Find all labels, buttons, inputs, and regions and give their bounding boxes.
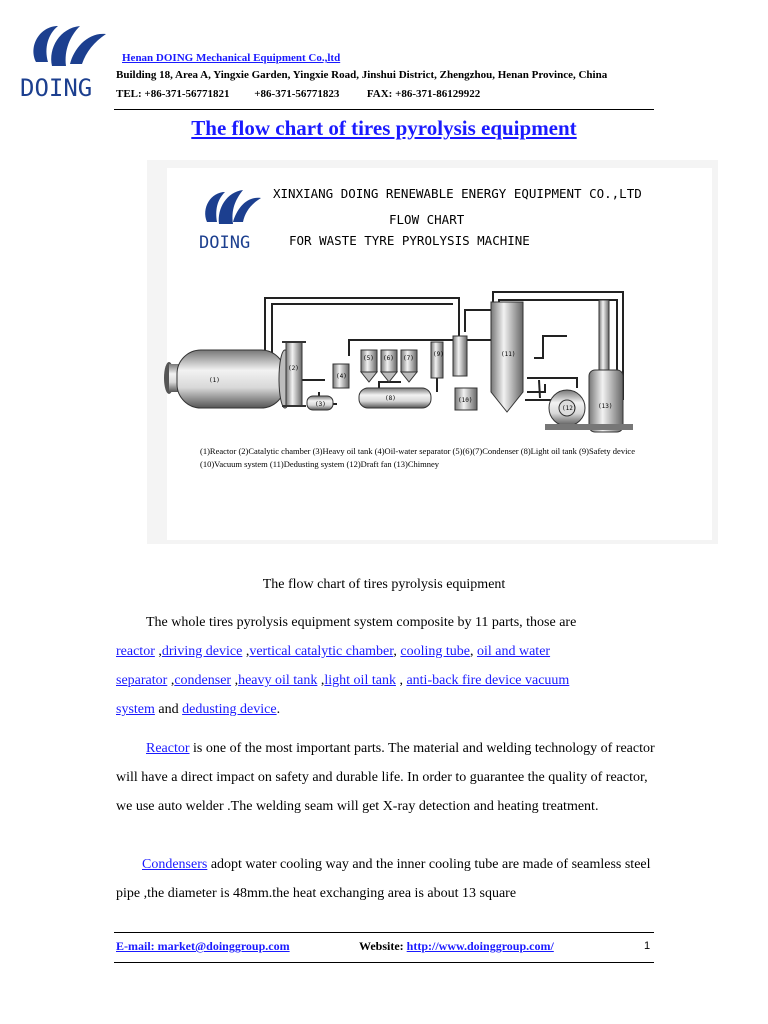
legend-line-1: (1)Reactor (2)Catalytic chamber (3)Heavy oil tank (4)Oil-water separator (5)(6)(7)Condenser (8)Light oil tank (9)Safety device xyxy=(200,446,635,456)
link-heavy-oil-tank[interactable]: heavy oil tank xyxy=(238,673,318,688)
company-address: Building 18, Area A, Yingxie Garden, Yingxie Road, Jinshui District, Zhengzhou, Henan Province, China xyxy=(116,69,608,81)
oil-water-separator xyxy=(333,364,349,388)
footer-email[interactable]: E-mail: market@doinggroup.com xyxy=(116,939,290,953)
footer-divider-bottom xyxy=(114,962,654,963)
label-12: (12) xyxy=(562,405,577,412)
label-9: (9) xyxy=(433,351,444,358)
link-dedusting-device[interactable]: dedusting device xyxy=(182,702,277,717)
link-reactor[interactable]: reactor xyxy=(116,644,155,659)
paragraph-parts: The whole tires pyrolysis equipment system composite by 11 parts, those are reactor ,driving device ,vertical catalytic chamber, cooling tube, oil and water separator ,condenser ,heavy oil tank ,light oil tank , anti-back fire device vacuum system and dedusting device. xyxy=(116,615,577,717)
tel-1: TEL: +86-371-56771821 xyxy=(116,88,230,100)
website-label: Website: xyxy=(359,939,407,953)
flow-chart-figure xyxy=(147,160,718,544)
vacuum-system xyxy=(455,388,477,410)
paragraph-reactor xyxy=(116,734,656,821)
link-oil-water-separator-b[interactable]: separator xyxy=(116,673,168,688)
reactor xyxy=(164,350,291,408)
label-1: (1) xyxy=(209,377,220,384)
label-11: (11) xyxy=(501,351,516,358)
link-condenser[interactable]: condenser xyxy=(174,673,232,688)
link-light-oil-tank[interactable]: light oil tank xyxy=(324,673,396,688)
figure-heading-2: FLOW CHART xyxy=(389,212,465,227)
footer-website xyxy=(359,939,554,954)
link-anti-back-fire-b[interactable]: system xyxy=(116,702,155,717)
link-driving-device[interactable]: driving device xyxy=(161,644,243,659)
header-divider xyxy=(114,109,654,110)
link-reactor-paragraph[interactable]: Reactor xyxy=(146,741,190,756)
link-condensers-paragraph[interactable]: Condensers xyxy=(142,857,208,872)
company-contacts xyxy=(116,88,480,100)
draft-fan xyxy=(549,390,585,426)
paragraph-condensers xyxy=(116,850,656,908)
light-oil-tank xyxy=(359,388,431,408)
label-10: (10) xyxy=(458,397,473,404)
parts-intro: The whole tires pyrolysis equipment system composite by 11 parts, those are xyxy=(146,615,577,630)
condensers xyxy=(361,350,417,382)
label-8: (8) xyxy=(385,395,396,402)
link-cooling-tube[interactable]: cooling tube xyxy=(400,644,470,659)
reactor-text: is one of the most important parts. The material and welding technology of reactor will have a direct impact on safety and durable life. In order to guarantee the quality of reactor, we use auto welder .The welding seam will get X-ray detection and heating treatment. xyxy=(116,741,655,814)
fax: FAX: +86-371-86129922 xyxy=(366,88,481,100)
label-5: (5) xyxy=(363,355,374,362)
label-7: (7) xyxy=(403,355,414,362)
label-3: (3) xyxy=(315,401,326,408)
ground-base xyxy=(545,424,633,430)
footer-divider xyxy=(114,932,654,933)
catalytic-chamber xyxy=(282,342,306,406)
heavy-oil-tank xyxy=(307,396,333,410)
label-13: (13) xyxy=(598,403,613,410)
label-2: (2) xyxy=(288,365,299,372)
figure-logo-text: DOING xyxy=(199,233,251,253)
dedusting-system xyxy=(491,302,523,412)
page-number: 1 xyxy=(644,940,651,952)
label-4: (4) xyxy=(336,373,347,380)
company-logo xyxy=(18,18,114,100)
figure-caption: The flow chart of tires pyrolysis equipment xyxy=(262,577,506,592)
page-title[interactable]: The flow chart of tires pyrolysis equipment xyxy=(191,116,577,140)
label-6: (6) xyxy=(383,355,394,362)
company-name[interactable]: Henan DOING Mechanical Equipment Co.,ltd xyxy=(122,52,341,64)
link-anti-back-fire-a[interactable]: anti-back fire device vacuum xyxy=(406,673,570,688)
link-catalytic-chamber[interactable]: vertical catalytic chamber xyxy=(249,644,394,659)
logo-text: DOING xyxy=(20,74,93,100)
link-oil-water-separator-a[interactable]: oil and water xyxy=(476,644,551,659)
figure-heading-1: XINXIANG DOING RENEWABLE ENERGY EQUIPMENT CO.,LTD xyxy=(273,186,642,201)
condensers-text: adopt water cooling way and the inner cooling tube are made of seamless steel pipe ,the diameter is 48mm.the heat exchanging area is about 13 square xyxy=(116,857,651,901)
tel-2: +86-371-56771823 xyxy=(254,88,340,100)
legend-line-2: (10)Vacuum system (11)Dedusting system (12)Draft fan (13)Chimney xyxy=(200,459,440,469)
website-link[interactable]: http://www.doinggroup.com/ xyxy=(406,939,554,953)
figure-heading-3: FOR WASTE TYRE PYROLYSIS MACHINE xyxy=(289,233,530,248)
